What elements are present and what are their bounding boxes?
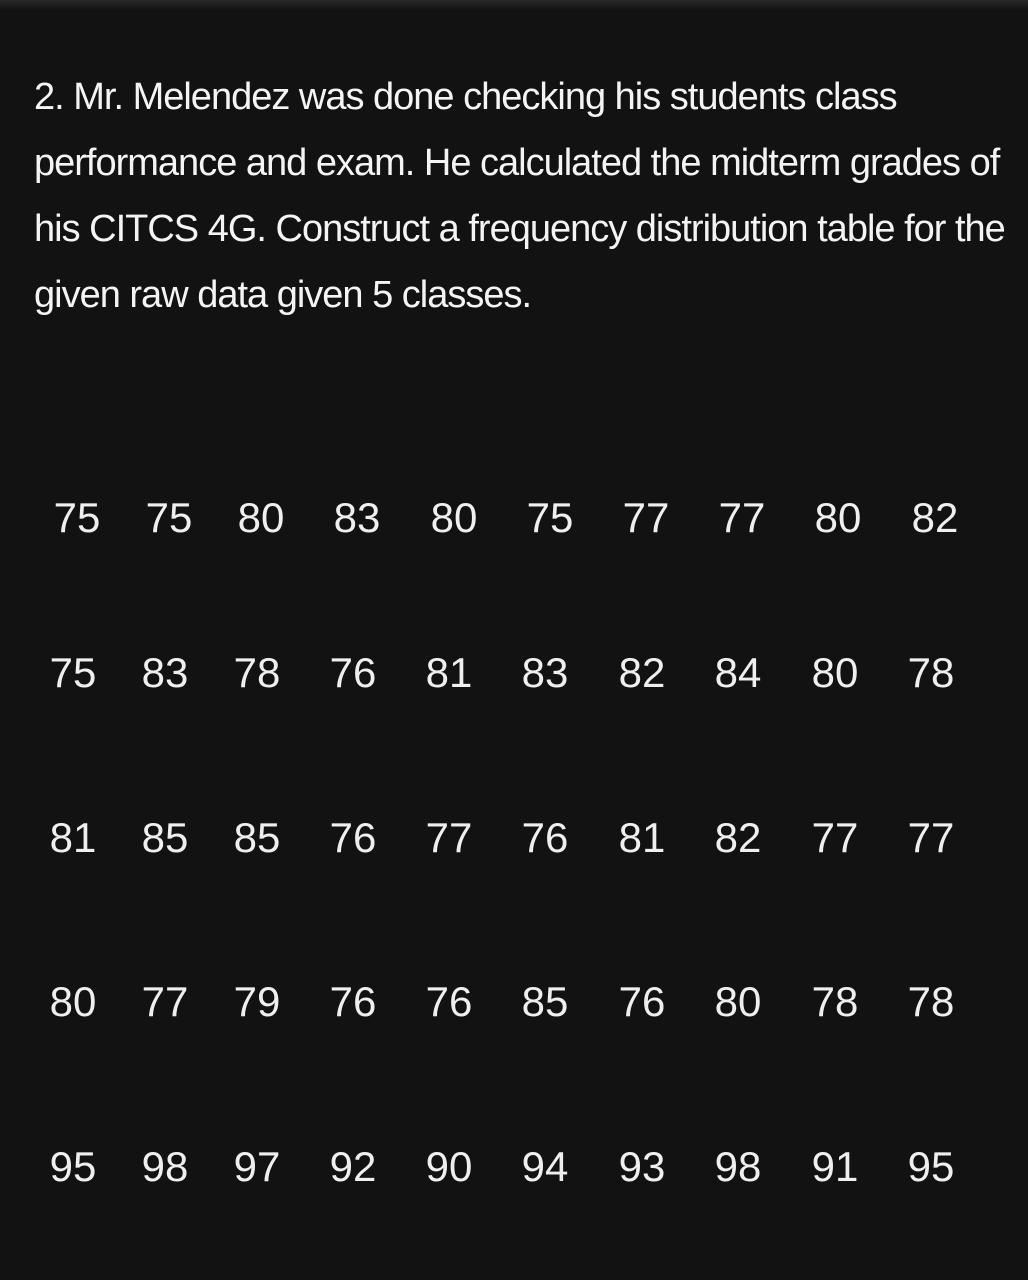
raw-data-row-3 <box>0 808 1028 868</box>
raw-data-value: 95 <box>49 1143 97 1190</box>
raw-data-value: 85 <box>521 978 569 1025</box>
raw-data-value: 85 <box>233 814 281 861</box>
raw-data-value: 76 <box>329 978 377 1025</box>
raw-data-value: 75 <box>145 494 193 541</box>
raw-data-value: 84 <box>714 649 762 696</box>
raw-data-value: 77 <box>811 814 859 861</box>
raw-data-value: 80 <box>430 494 478 541</box>
raw-data-value: 81 <box>49 814 97 861</box>
raw-data-value: 95 <box>907 1143 955 1190</box>
raw-data-value: 80 <box>814 494 862 541</box>
raw-data-value: 78 <box>233 649 281 696</box>
raw-data-value: 77 <box>141 978 189 1025</box>
raw-data-value: 76 <box>329 814 377 861</box>
raw-data-value: 78 <box>811 978 859 1025</box>
raw-data-value: 78 <box>907 649 955 696</box>
raw-data-value: 90 <box>425 1143 473 1190</box>
raw-data-row-2 <box>0 643 1028 703</box>
raw-data-value: 82 <box>911 494 959 541</box>
raw-data-value: 85 <box>141 814 189 861</box>
raw-data-value: 80 <box>714 978 762 1025</box>
raw-data-value: 97 <box>233 1143 281 1190</box>
raw-data-value: 77 <box>907 814 955 861</box>
raw-data-value: 75 <box>49 649 97 696</box>
raw-data-value: 76 <box>425 978 473 1025</box>
raw-data-value: 98 <box>141 1143 189 1190</box>
raw-data-value: 78 <box>907 978 955 1025</box>
raw-data-value: 77 <box>622 494 670 541</box>
raw-data-row-1 <box>0 488 1028 548</box>
raw-data-value: 82 <box>618 649 666 696</box>
raw-data-value: 83 <box>141 649 189 696</box>
raw-data-value: 80 <box>49 978 97 1025</box>
raw-data-value: 83 <box>333 494 381 541</box>
raw-data-value: 83 <box>521 649 569 696</box>
raw-data-value: 80 <box>811 649 859 696</box>
raw-data-value: 93 <box>618 1143 666 1190</box>
raw-data-value: 98 <box>714 1143 762 1190</box>
raw-data-value: 77 <box>718 494 766 541</box>
raw-data-value: 94 <box>521 1143 569 1190</box>
question-text: 2. Mr. Melendez was done checking his students class performance and exam. He calculated the midterm grades of his CITCS 4G. Construct a frequency distribution table for the given raw data given 5 classes. <box>34 76 1005 316</box>
raw-data-value: 75 <box>53 494 101 541</box>
raw-data-value: 77 <box>425 814 473 861</box>
raw-data-value: 80 <box>237 494 285 541</box>
raw-data-value: 76 <box>618 978 666 1025</box>
raw-data-row-4 <box>0 972 1028 1032</box>
raw-data-row-5 <box>0 1137 1028 1197</box>
raw-data-value: 76 <box>329 649 377 696</box>
raw-data-value: 75 <box>526 494 574 541</box>
raw-data-value: 79 <box>233 978 281 1025</box>
raw-data-value: 81 <box>618 814 666 861</box>
raw-data-value: 76 <box>521 814 569 861</box>
raw-data-value: 81 <box>425 649 473 696</box>
raw-data-value: 82 <box>714 814 762 861</box>
raw-data-value: 92 <box>329 1143 377 1190</box>
raw-data-value: 91 <box>811 1143 859 1190</box>
